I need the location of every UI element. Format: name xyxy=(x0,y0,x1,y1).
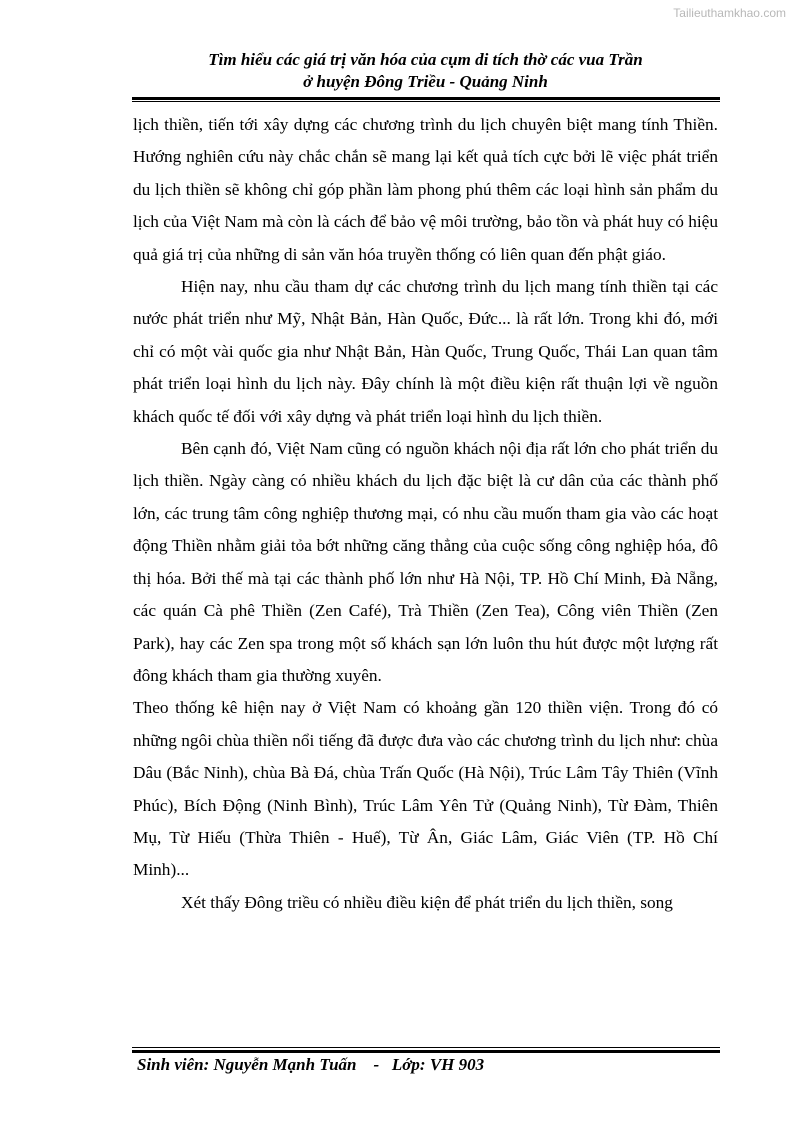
running-footer xyxy=(137,1055,484,1075)
watermark: Tailieuthamkhao.com xyxy=(673,6,786,20)
body-text xyxy=(133,109,718,919)
footer-separator: - xyxy=(373,1055,380,1074)
header-title-line-2: ở huyện Đông Triều - Quảng Ninh xyxy=(303,72,548,91)
paragraph: Xét thấy Đông triều có nhiều điều kiện để phát triển du lịch thiền, song xyxy=(181,892,673,912)
paragraph: Hiện nay, nhu cầu tham dự các chương trình du lịch mang tính thiền tại các nước phát triển như Mỹ, Nhật Bản, Hàn Quốc, Đức... là rất lớn. Trong khi đó, mới chỉ có một vài quốc gia như Nhật Bản, Hàn Quốc, Trung Quốc, Thái Lan quan tâm phát triển loại hình du lịch này. Đây chính là một điều kiện rất thuận lợi về nguồn khách quốc tế đối với xây dựng và phát triển loại hình du lịch thiền. xyxy=(133,277,718,426)
header-rule-thin xyxy=(132,101,720,102)
footer-rule-thin xyxy=(132,1047,720,1048)
paragraph: Theo thống kê hiện nay ở Việt Nam có khoảng gần 120 thiền viện. Trong đó có những ngôi chùa thiền nổi tiếng đã được đưa vào các chương trình du lịch như: chùa Dâu (Bắc Ninh), chùa Bà Đá, chùa Trấn Quốc (Hà Nội), Trúc Lâm Tây Thiên (Vĩnh Phúc), Bích Động (Ninh Bình), Trúc Lâm Yên Tử (Quảng Ninh), Từ Đàm, Thiên Mụ, Từ Hiếu (Thừa Thiên - Huế), Từ Ân, Giác Lâm, Giác Viên (TP. Hồ Chí Minh)... xyxy=(133,698,718,880)
paragraph: Bên cạnh đó, Việt Nam cũng có nguồn khách nội địa rất lớn cho phát triển du lịch thiền. Ngày càng có nhiều khách du lịch đặc biệt là cư dân của các thành phố lớn, các trung tâm công nghiệp thương mại, có nhu cầu muốn tham gia vào các hoạt động Thiền nhằm giải tỏa bớt những căng thẳng của cuộc sống công nghiệp hóa, đô thị hóa. Bởi thế mà tại các thành phố lớn như Hà Nội, TP. Hồ Chí Minh, Đà Nẵng, các quán Cà phê Thiền (Zen Café), Trà Thiền (Zen Tea), Công viên Thiền (Zen Park), hay các Zen spa trong một số khách sạn lớn luôn thu hút được một lượng rất đông khách tham gia thường xuyên. xyxy=(133,439,718,685)
running-header xyxy=(133,49,718,93)
footer-class: Lớp: VH 903 xyxy=(391,1055,485,1074)
header-title-line-1: Tìm hiểu các giá trị văn hóa của cụm di tích thờ các vua Trần xyxy=(208,50,643,69)
footer-rule-thick xyxy=(132,1050,720,1053)
paragraph: lịch thiền, tiến tới xây dựng các chương trình du lịch chuyên biệt mang tính Thiền. Hướng nghiên cứu này chắc chắn sẽ mang lại kết quả tích cực bởi lẽ việc phát triển du lịch thiền sẽ không chỉ góp phần làm phong phú thêm các loại hình sản phẩm du lịch của Việt Nam mà còn là cách để bảo vệ môi trường, bảo tồn và phát huy có hiệu quả giá trị của những di sản văn hóa truyền thống có liên quan đến phật giáo. xyxy=(133,115,718,264)
footer-student: Sinh viên: Nguyễn Mạnh Tuấn xyxy=(137,1055,357,1074)
header-rule-thick xyxy=(132,97,720,100)
